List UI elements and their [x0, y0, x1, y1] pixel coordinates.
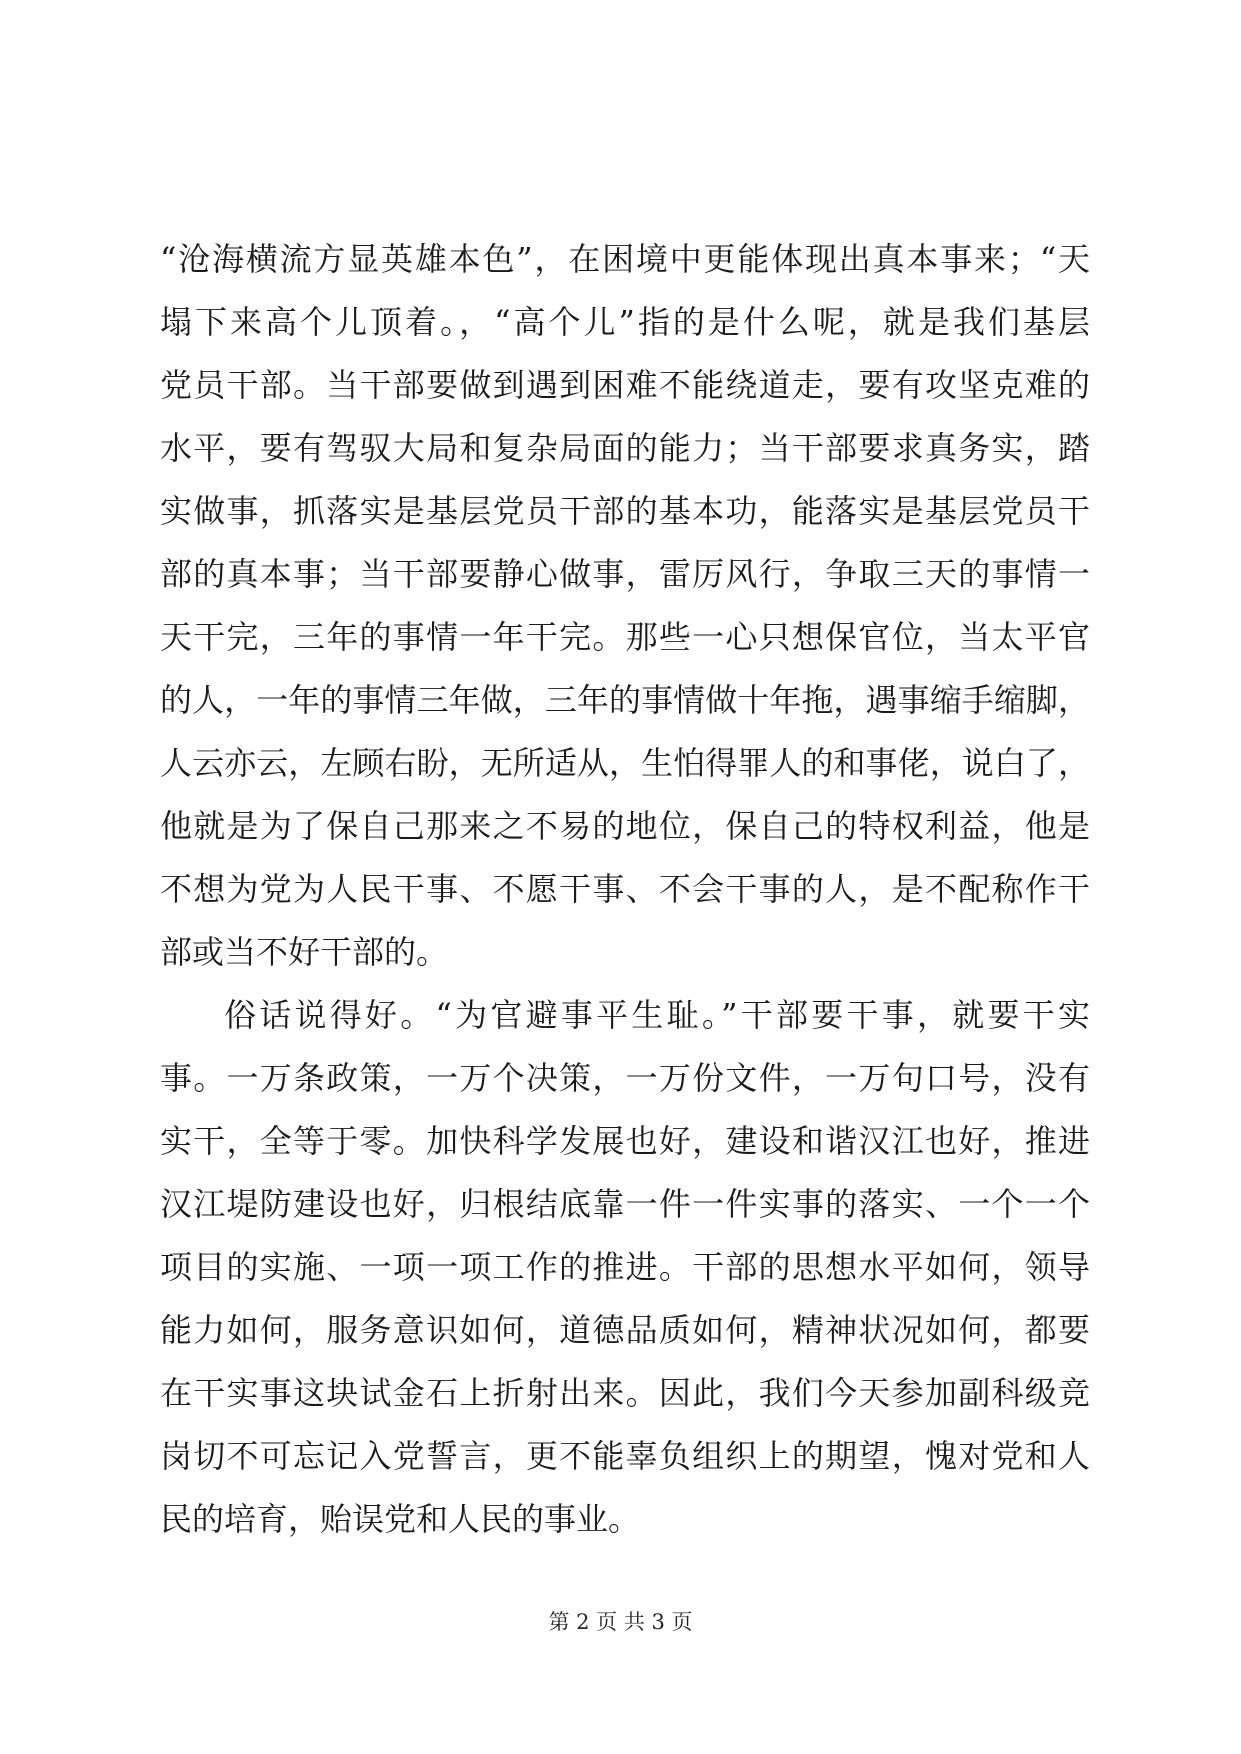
text-line: 实干，全等于零。加快科学发展也好，建设和谐汉江也好，推进: [160, 1122, 1090, 1160]
text-line: 能力如何，服务意识如何，道德品质如何，精神状况如何，都要: [160, 1311, 1090, 1349]
text-line: 党员干部。当干部要做到遇到困难不能绕道走，要有攻坚克难的: [160, 366, 1090, 404]
text-line: 项目的实施、一项一项工作的推进。干部的思想水平如何，领导: [160, 1248, 1090, 1286]
text-line: 实做事，抓落实是基层党员干部的基本功，能落实是基层党员干: [160, 492, 1090, 530]
text-line: 塌下来高个儿顶着。，“高个儿”指的是什么呢，就是我们基层: [160, 303, 1090, 341]
paragraph: [160, 984, 1090, 1551]
text-line: 部的真本事；当干部要静心做事，雷厉风行，争取三天的事情一: [160, 555, 1090, 593]
text-line: 岗切不可忘记入党誓言，更不能辜负组织上的期望，愧对党和人: [160, 1437, 1090, 1475]
text-line: 民的培育，贻误党和人民的事业。: [160, 1500, 641, 1538]
text-line: 他就是为了保自己那来之不易的地位，保自己的特权利益，他是: [160, 807, 1090, 845]
text-line: 在干实事这块试金石上折射出来。因此，我们今天参加副科级竞: [160, 1374, 1090, 1412]
text-line: 部或当不好干部的。: [160, 933, 449, 971]
text-line: 天干完，三年的事情一年干完。那些一心只想保官位，当太平官: [160, 618, 1090, 656]
text-line: 的人，一年的事情三年做，三年的事情做十年拖，遇事缩手缩脚，: [160, 681, 1090, 719]
document-body: [160, 228, 1090, 1551]
text-line: “沧海横流方显英雄本色”，在困境中更能体现出真本事来；“天: [160, 240, 1090, 278]
paragraph: [160, 228, 1090, 984]
text-line: 水平，要有驾驭大局和复杂局面的能力；当干部要求真务实，踏: [160, 429, 1090, 467]
text-line: 人云亦云，左顾右盼，无所适从，生怕得罪人的和事佬，说白了，: [160, 744, 1090, 782]
page-number-footer: 第 2 页 共 3 页: [548, 1610, 693, 1634]
text-line: 俗话说得好。“为官避事平生耻。”干部要干事，就要干实: [224, 996, 1090, 1034]
text-line: 不想为党为人民干事、不愿干事、不会干事的人，是不配称作干: [160, 870, 1090, 908]
text-line: 汉江堤防建设也好，归根结底靠一件一件实事的落实、一个一个: [160, 1185, 1090, 1223]
text-line: 事。一万条政策，一万个决策，一万份文件，一万句口号，没有: [160, 1059, 1090, 1097]
